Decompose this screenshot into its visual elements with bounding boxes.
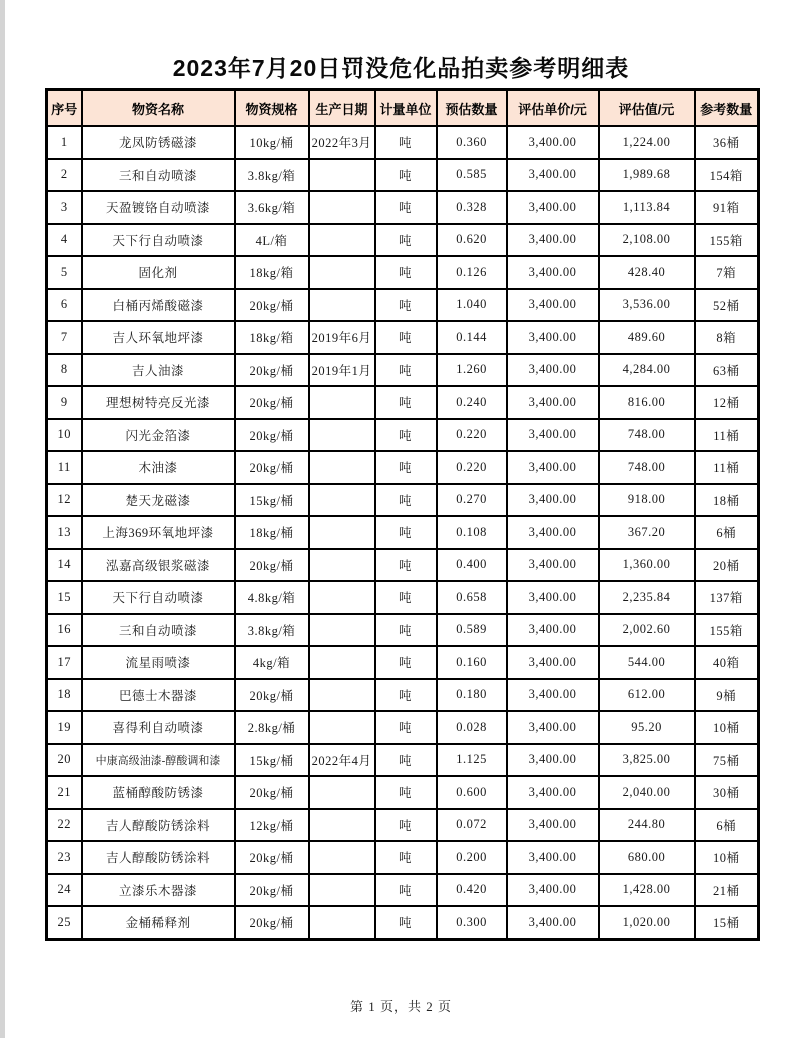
cell-ref_qty: 8箱 <box>695 321 759 354</box>
cell-unit: 吨 <box>375 386 437 419</box>
cell-est_value: 748.00 <box>599 419 695 452</box>
cell-est_qty: 0.220 <box>437 419 507 452</box>
cell-name: 蓝桶醇酸防锈漆 <box>82 776 235 809</box>
table-row <box>47 191 759 224</box>
cell-ref_qty: 21桶 <box>695 874 759 907</box>
table-row <box>47 906 759 939</box>
column-header-est_qty: 预估数量 <box>437 90 507 127</box>
cell-index: 15 <box>47 581 82 614</box>
cell-name: 天盈镀铬自动喷漆 <box>82 191 235 224</box>
cell-prod_date <box>309 711 375 744</box>
table-body <box>47 126 759 939</box>
cell-prod_date <box>309 776 375 809</box>
cell-ref_qty: 30桶 <box>695 776 759 809</box>
cell-index: 6 <box>47 289 82 322</box>
cell-prod_date <box>309 841 375 874</box>
cell-spec: 4.8kg/箱 <box>235 581 309 614</box>
cell-name: 龙凤防锈磁漆 <box>82 126 235 159</box>
cell-name: 三和自动喷漆 <box>82 159 235 192</box>
cell-est_qty: 0.160 <box>437 646 507 679</box>
table-row <box>47 841 759 874</box>
cell-ref_qty: 6桶 <box>695 516 759 549</box>
table-row <box>47 419 759 452</box>
cell-index: 20 <box>47 744 82 777</box>
cell-ref_qty: 9桶 <box>695 679 759 712</box>
table-row <box>47 874 759 907</box>
cell-name: 天下行自动喷漆 <box>82 581 235 614</box>
cell-est_qty: 0.360 <box>437 126 507 159</box>
cell-spec: 20kg/桶 <box>235 841 309 874</box>
cell-unit_price: 3,400.00 <box>507 711 599 744</box>
cell-unit_price: 3,400.00 <box>507 289 599 322</box>
cell-unit_price: 3,400.00 <box>507 451 599 484</box>
cell-index: 8 <box>47 354 82 387</box>
cell-est_value: 1,224.00 <box>599 126 695 159</box>
cell-spec: 12kg/桶 <box>235 809 309 842</box>
cell-est_qty: 0.126 <box>437 256 507 289</box>
column-header-name: 物资名称 <box>82 90 235 127</box>
cell-spec: 18kg/桶 <box>235 516 309 549</box>
cell-index: 25 <box>47 906 82 939</box>
cell-name: 吉人环氧地坪漆 <box>82 321 235 354</box>
cell-name: 木油漆 <box>82 451 235 484</box>
cell-spec: 20kg/桶 <box>235 354 309 387</box>
cell-unit_price: 3,400.00 <box>507 159 599 192</box>
cell-unit_price: 3,400.00 <box>507 419 599 452</box>
cell-ref_qty: 155箱 <box>695 224 759 257</box>
cell-unit: 吨 <box>375 874 437 907</box>
cell-unit: 吨 <box>375 191 437 224</box>
cell-spec: 3.8kg/箱 <box>235 159 309 192</box>
cell-ref_qty: 75桶 <box>695 744 759 777</box>
cell-prod_date <box>309 581 375 614</box>
cell-unit: 吨 <box>375 614 437 647</box>
cell-index: 11 <box>47 451 82 484</box>
cell-spec: 3.6kg/箱 <box>235 191 309 224</box>
cell-est_value: 1,428.00 <box>599 874 695 907</box>
cell-est_value: 2,002.60 <box>599 614 695 647</box>
cell-est_value: 95.20 <box>599 711 695 744</box>
cell-unit_price: 3,400.00 <box>507 776 599 809</box>
cell-prod_date <box>309 516 375 549</box>
column-header-unit: 计量单位 <box>375 90 437 127</box>
cell-spec: 20kg/桶 <box>235 679 309 712</box>
cell-prod_date <box>309 451 375 484</box>
cell-ref_qty: 52桶 <box>695 289 759 322</box>
cell-est_value: 367.20 <box>599 516 695 549</box>
table-row <box>47 614 759 647</box>
cell-est_value: 544.00 <box>599 646 695 679</box>
cell-est_value: 3,536.00 <box>599 289 695 322</box>
cell-spec: 18kg/箱 <box>235 256 309 289</box>
cell-spec: 4L/箱 <box>235 224 309 257</box>
cell-est_qty: 0.585 <box>437 159 507 192</box>
cell-unit_price: 3,400.00 <box>507 906 599 939</box>
cell-est_qty: 0.420 <box>437 874 507 907</box>
cell-spec: 20kg/桶 <box>235 386 309 419</box>
cell-name: 流星雨喷漆 <box>82 646 235 679</box>
cell-est_qty: 0.328 <box>437 191 507 224</box>
table-row <box>47 484 759 517</box>
cell-unit: 吨 <box>375 711 437 744</box>
cell-est_qty: 1.040 <box>437 289 507 322</box>
cell-spec: 20kg/桶 <box>235 906 309 939</box>
page-edge-shadow <box>0 0 5 1038</box>
cell-name: 中康高级油漆-醇酸调和漆 <box>82 744 235 777</box>
cell-unit: 吨 <box>375 646 437 679</box>
table-row <box>47 549 759 582</box>
cell-unit_price: 3,400.00 <box>507 809 599 842</box>
cell-prod_date <box>309 646 375 679</box>
table-row <box>47 809 759 842</box>
cell-est_value: 748.00 <box>599 451 695 484</box>
cell-est_qty: 0.589 <box>437 614 507 647</box>
column-header-index: 序号 <box>47 90 82 127</box>
cell-spec: 20kg/桶 <box>235 451 309 484</box>
cell-index: 22 <box>47 809 82 842</box>
cell-unit_price: 3,400.00 <box>507 614 599 647</box>
cell-unit: 吨 <box>375 321 437 354</box>
column-header-prod_date: 生产日期 <box>309 90 375 127</box>
cell-spec: 20kg/桶 <box>235 289 309 322</box>
cell-index: 9 <box>47 386 82 419</box>
cell-est_qty: 0.400 <box>437 549 507 582</box>
cell-unit: 吨 <box>375 776 437 809</box>
cell-name: 固化剂 <box>82 256 235 289</box>
cell-prod_date <box>309 874 375 907</box>
cell-index: 13 <box>47 516 82 549</box>
cell-prod_date <box>309 386 375 419</box>
cell-unit: 吨 <box>375 809 437 842</box>
cell-prod_date <box>309 614 375 647</box>
cell-est_qty: 0.028 <box>437 711 507 744</box>
cell-unit_price: 3,400.00 <box>507 484 599 517</box>
cell-spec: 10kg/桶 <box>235 126 309 159</box>
cell-est_value: 816.00 <box>599 386 695 419</box>
cell-unit_price: 3,400.00 <box>507 224 599 257</box>
column-header-est_value: 评估值/元 <box>599 90 695 127</box>
cell-index: 2 <box>47 159 82 192</box>
cell-unit: 吨 <box>375 484 437 517</box>
cell-ref_qty: 10桶 <box>695 711 759 744</box>
cell-index: 1 <box>47 126 82 159</box>
cell-est_value: 612.00 <box>599 679 695 712</box>
cell-prod_date <box>309 256 375 289</box>
table-header-row <box>47 90 759 127</box>
table-row <box>47 776 759 809</box>
cell-ref_qty: 12桶 <box>695 386 759 419</box>
cell-est_value: 680.00 <box>599 841 695 874</box>
cell-name: 巴德士木器漆 <box>82 679 235 712</box>
cell-unit_price: 3,400.00 <box>507 874 599 907</box>
cell-spec: 20kg/桶 <box>235 419 309 452</box>
cell-ref_qty: 91箱 <box>695 191 759 224</box>
cell-index: 7 <box>47 321 82 354</box>
cell-name: 吉人醇酸防锈涂料 <box>82 809 235 842</box>
cell-index: 21 <box>47 776 82 809</box>
cell-name: 理想树特亮反光漆 <box>82 386 235 419</box>
cell-name: 上海369环氧地坪漆 <box>82 516 235 549</box>
cell-ref_qty: 10桶 <box>695 841 759 874</box>
cell-prod_date <box>309 419 375 452</box>
cell-index: 3 <box>47 191 82 224</box>
page-number-footer: 第 1 页，共 2 页 <box>349 999 452 1014</box>
cell-name: 吉人醇酸防锈涂料 <box>82 841 235 874</box>
cell-est_value: 2,108.00 <box>599 224 695 257</box>
cell-unit_price: 3,400.00 <box>507 679 599 712</box>
cell-name: 金桶稀释剂 <box>82 906 235 939</box>
cell-est_value: 2,235.84 <box>599 581 695 614</box>
cell-spec: 15kg/桶 <box>235 744 309 777</box>
column-header-unit_price: 评估单价/元 <box>507 90 599 127</box>
cell-ref_qty: 6桶 <box>695 809 759 842</box>
cell-ref_qty: 15桶 <box>695 906 759 939</box>
cell-ref_qty: 137箱 <box>695 581 759 614</box>
cell-spec: 18kg/箱 <box>235 321 309 354</box>
cell-name: 楚天龙磁漆 <box>82 484 235 517</box>
cell-est_qty: 0.658 <box>437 581 507 614</box>
cell-est_value: 489.60 <box>599 321 695 354</box>
cell-index: 16 <box>47 614 82 647</box>
cell-est_qty: 0.144 <box>437 321 507 354</box>
cell-unit: 吨 <box>375 906 437 939</box>
cell-prod_date <box>309 484 375 517</box>
table-row <box>47 711 759 744</box>
table-row <box>47 224 759 257</box>
page-title: 2023年7月20日罚没危化品拍卖参考明细表 <box>172 55 630 81</box>
cell-spec: 20kg/桶 <box>235 874 309 907</box>
cell-unit: 吨 <box>375 224 437 257</box>
cell-prod_date: 2022年3月 <box>309 126 375 159</box>
table-row <box>47 516 759 549</box>
cell-index: 12 <box>47 484 82 517</box>
cell-prod_date: 2019年1月 <box>309 354 375 387</box>
cell-est_qty: 0.600 <box>437 776 507 809</box>
cell-unit: 吨 <box>375 126 437 159</box>
cell-est_qty: 1.125 <box>437 744 507 777</box>
cell-unit_price: 3,400.00 <box>507 354 599 387</box>
cell-index: 18 <box>47 679 82 712</box>
cell-prod_date: 2022年4月 <box>309 744 375 777</box>
cell-ref_qty: 154箱 <box>695 159 759 192</box>
cell-est_value: 4,284.00 <box>599 354 695 387</box>
cell-est_qty: 0.300 <box>437 906 507 939</box>
cell-prod_date <box>309 289 375 322</box>
cell-est_qty: 0.220 <box>437 451 507 484</box>
cell-name: 泓嘉高级银浆磁漆 <box>82 549 235 582</box>
cell-prod_date <box>309 809 375 842</box>
cell-spec: 15kg/桶 <box>235 484 309 517</box>
cell-unit_price: 3,400.00 <box>507 516 599 549</box>
table-row <box>47 159 759 192</box>
cell-unit: 吨 <box>375 451 437 484</box>
cell-index: 23 <box>47 841 82 874</box>
cell-unit_price: 3,400.00 <box>507 256 599 289</box>
cell-est_value: 918.00 <box>599 484 695 517</box>
cell-unit_price: 3,400.00 <box>507 549 599 582</box>
cell-prod_date <box>309 906 375 939</box>
cell-name: 闪光金箔漆 <box>82 419 235 452</box>
cell-prod_date <box>309 191 375 224</box>
cell-ref_qty: 40箱 <box>695 646 759 679</box>
table-row <box>47 744 759 777</box>
cell-ref_qty: 18桶 <box>695 484 759 517</box>
cell-unit_price: 3,400.00 <box>507 581 599 614</box>
column-header-ref_qty: 参考数量 <box>695 90 759 127</box>
cell-name: 喜得利自动喷漆 <box>82 711 235 744</box>
cell-unit: 吨 <box>375 744 437 777</box>
cell-index: 5 <box>47 256 82 289</box>
table-row <box>47 321 759 354</box>
table-row <box>47 451 759 484</box>
cell-ref_qty: 11桶 <box>695 451 759 484</box>
cell-est_qty: 0.200 <box>437 841 507 874</box>
cell-prod_date <box>309 549 375 582</box>
cell-index: 4 <box>47 224 82 257</box>
cell-est_value: 1,360.00 <box>599 549 695 582</box>
cell-unit_price: 3,400.00 <box>507 646 599 679</box>
cell-spec: 3.8kg/箱 <box>235 614 309 647</box>
table-row <box>47 289 759 322</box>
cell-unit_price: 3,400.00 <box>507 386 599 419</box>
cell-ref_qty: 20桶 <box>695 549 759 582</box>
cell-unit: 吨 <box>375 516 437 549</box>
table-row <box>47 256 759 289</box>
cell-est_qty: 0.240 <box>437 386 507 419</box>
cell-spec: 20kg/桶 <box>235 549 309 582</box>
cell-ref_qty: 36桶 <box>695 126 759 159</box>
cell-unit_price: 3,400.00 <box>507 321 599 354</box>
column-header-spec: 物资规格 <box>235 90 309 127</box>
cell-name: 白桶丙烯酸磁漆 <box>82 289 235 322</box>
cell-unit_price: 3,400.00 <box>507 841 599 874</box>
cell-name: 三和自动喷漆 <box>82 614 235 647</box>
table-row <box>47 646 759 679</box>
cell-index: 17 <box>47 646 82 679</box>
cell-prod_date <box>309 224 375 257</box>
cell-unit: 吨 <box>375 841 437 874</box>
cell-prod_date <box>309 679 375 712</box>
cell-est_value: 1,020.00 <box>599 906 695 939</box>
cell-est_value: 428.40 <box>599 256 695 289</box>
cell-spec: 4kg/箱 <box>235 646 309 679</box>
cell-unit: 吨 <box>375 159 437 192</box>
cell-unit: 吨 <box>375 354 437 387</box>
cell-index: 10 <box>47 419 82 452</box>
cell-ref_qty: 11桶 <box>695 419 759 452</box>
cell-unit: 吨 <box>375 679 437 712</box>
cell-est_qty: 0.620 <box>437 224 507 257</box>
cell-est_qty: 0.072 <box>437 809 507 842</box>
table-row <box>47 581 759 614</box>
cell-spec: 2.8kg/桶 <box>235 711 309 744</box>
cell-index: 19 <box>47 711 82 744</box>
cell-index: 24 <box>47 874 82 907</box>
cell-name: 立漆乐木器漆 <box>82 874 235 907</box>
cell-est_qty: 0.270 <box>437 484 507 517</box>
cell-ref_qty: 7箱 <box>695 256 759 289</box>
cell-est_qty: 1.260 <box>437 354 507 387</box>
cell-unit: 吨 <box>375 581 437 614</box>
cell-est_qty: 0.108 <box>437 516 507 549</box>
cell-unit: 吨 <box>375 256 437 289</box>
auction-detail-table <box>45 88 760 941</box>
table-row <box>47 354 759 387</box>
cell-spec: 20kg/桶 <box>235 776 309 809</box>
cell-est_value: 1,989.68 <box>599 159 695 192</box>
cell-unit_price: 3,400.00 <box>507 191 599 224</box>
cell-est_value: 244.80 <box>599 809 695 842</box>
table-row <box>47 386 759 419</box>
cell-unit: 吨 <box>375 289 437 322</box>
cell-unit_price: 3,400.00 <box>507 126 599 159</box>
cell-unit: 吨 <box>375 549 437 582</box>
cell-unit: 吨 <box>375 419 437 452</box>
cell-ref_qty: 155箱 <box>695 614 759 647</box>
cell-est_qty: 0.180 <box>437 679 507 712</box>
cell-prod_date: 2019年6月 <box>309 321 375 354</box>
cell-index: 14 <box>47 549 82 582</box>
cell-name: 天下行自动喷漆 <box>82 224 235 257</box>
cell-est_value: 2,040.00 <box>599 776 695 809</box>
cell-est_value: 1,113.84 <box>599 191 695 224</box>
cell-ref_qty: 63桶 <box>695 354 759 387</box>
table-row <box>47 126 759 159</box>
cell-name: 吉人油漆 <box>82 354 235 387</box>
table-row <box>47 679 759 712</box>
cell-est_value: 3,825.00 <box>599 744 695 777</box>
cell-unit_price: 3,400.00 <box>507 744 599 777</box>
cell-prod_date <box>309 159 375 192</box>
